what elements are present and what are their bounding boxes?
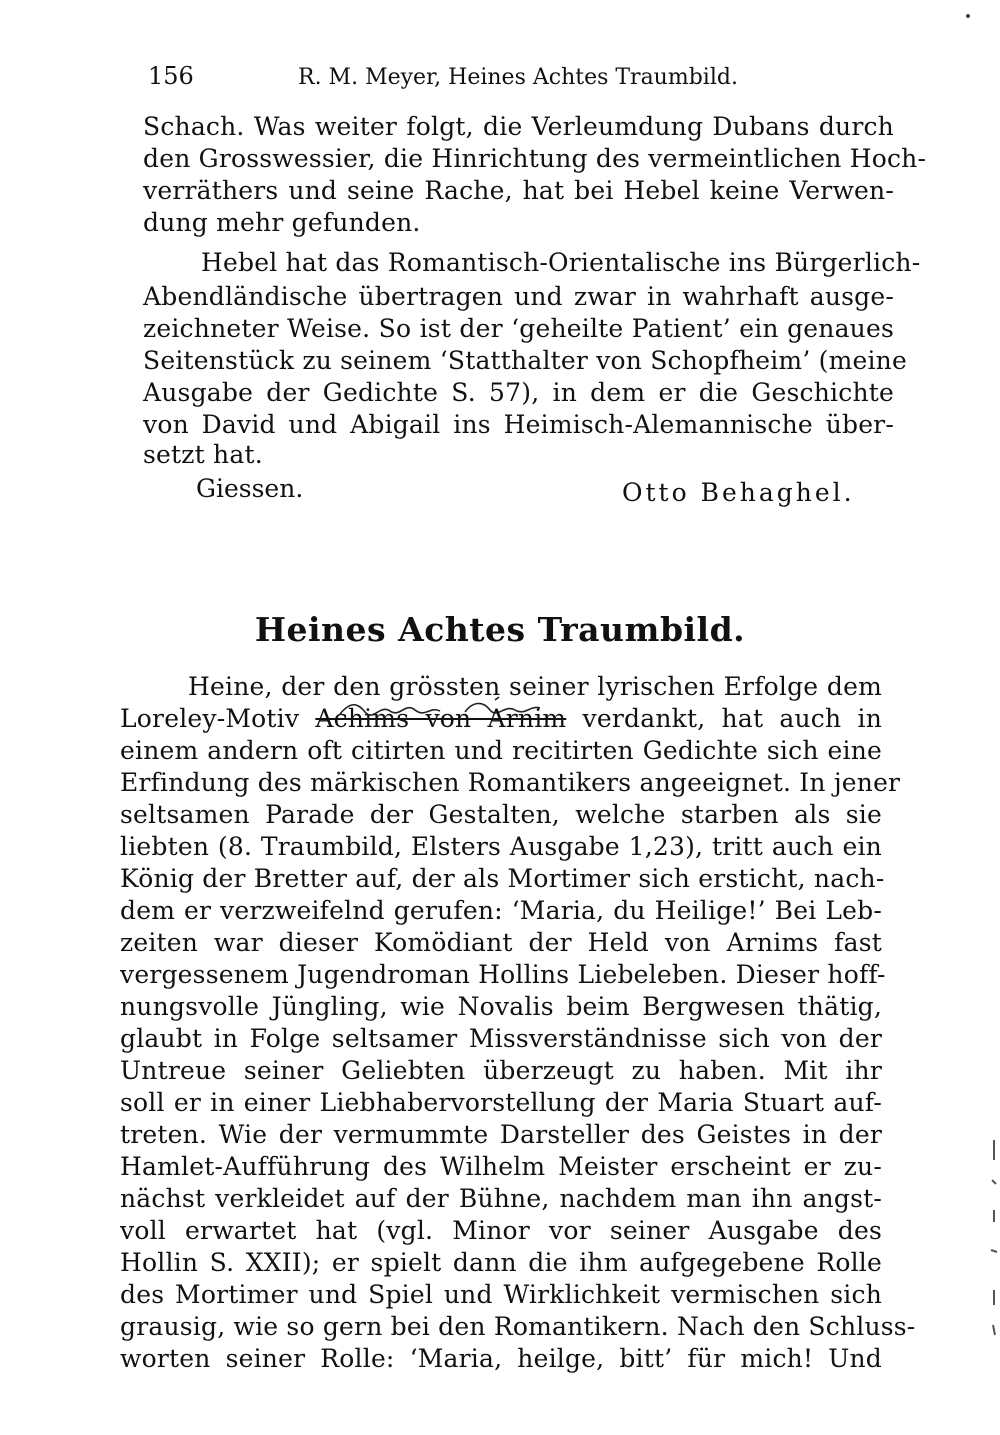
text-line: dung mehr gefunden. — [143, 208, 421, 237]
text-line: von David und Abigail ins Heimisch-Alemannische über- — [143, 410, 894, 439]
text-line: Ausgabe der Gedichte S. 57), in dem er die Geschichte — [143, 378, 894, 407]
running-title: R. M. Meyer, Heines Achtes Traumbild. — [298, 65, 738, 90]
text-line: nungsvolle Jüngling, wie Novalis beim Bergwesen thätig, — [120, 992, 882, 1021]
scan-edge-marks — [988, 1140, 1000, 1340]
text-line — [120, 704, 882, 734]
struck-text: Achims von Arnim — [315, 704, 567, 733]
text-line: Hamlet-Aufführung des Wilhelm Meister erscheint er zu- — [120, 1152, 882, 1181]
text-line: den Grosswessier, die Hinrichtung des vermeintlichen Hoch- — [143, 144, 927, 173]
text-line: zeiten war dieser Komödiant der Held von Arnims fast — [120, 928, 882, 957]
text-line: König der Bretter auf, der als Mortimer sich ersticht, nach- — [120, 864, 885, 893]
text-line: glaubt in Folge seltsamer Missverständnisse sich von der — [120, 1024, 882, 1053]
text-line: Hollin S. XXII); er spielt dann die ihm aufgegebene Rolle — [120, 1248, 882, 1277]
text-line: nächst verkleidet auf der Bühne, nachdem man ihn angst- — [120, 1184, 882, 1213]
article-title: Heines Achtes Traumbild. — [254, 610, 746, 649]
text-line: Abendländische übertragen und zwar in wahrhaft ausge- — [143, 282, 894, 311]
text-line: grausig, wie so gern bei den Romantikern. Nach den Schluss- — [120, 1312, 916, 1341]
text-span: verdankt, hat auch in — [566, 704, 882, 733]
text-line: Heine, der den grössten seiner lyrischen Erfolge dem — [188, 672, 882, 701]
text-line: Erfindung des märkischen Romantikers angeeignet. In jener — [120, 768, 901, 797]
text-line: Untreue seiner Geliebten überzeugt zu haben. Mit ihr — [120, 1056, 882, 1085]
running-header — [148, 62, 888, 90]
text-line: Schach. Was weiter folgt, die Verleumdung Dubans durch — [143, 112, 894, 141]
text-line: Seitenstück zu seinem ‘Statthalter von Schopfheim’ (meine — [143, 346, 907, 375]
text-line: liebten (8. Traumbild, Elsters Ausgabe 1,23), tritt auch ein — [120, 832, 882, 861]
place-signature: Giessen. — [196, 474, 304, 503]
text-line: dem er verzweifelnd gerufen: ‘Maria, du Heilige!’ Bei Leb- — [120, 896, 882, 925]
page-number: 156 — [148, 62, 194, 90]
text-line: setzt hat. — [143, 440, 263, 469]
text-line: verräthers und seine Rache, hat bei Hebel keine Verwen- — [143, 176, 894, 205]
text-span: Loreley-Motiv — [120, 704, 316, 733]
text-line: zeichneter Weise. So ist der ‘geheilte Patient’ ein genaues — [143, 314, 894, 343]
text-line: vergessenem Jugendroman Hollins Liebeleben. Dieser hoff- — [120, 960, 886, 989]
text-line: treten. Wie der vermummte Darsteller des Geistes in der — [120, 1120, 882, 1149]
author-signature: Otto Behaghel. — [622, 478, 855, 507]
text-line: voll erwartet hat (vgl. Minor vor seiner Ausgabe des — [120, 1216, 882, 1245]
text-line: soll er in einer Liebhabervorstellung der Maria Stuart auf- — [120, 1088, 882, 1117]
text-line: des Mortimer und Spiel und Wirklichkeit vermischen sich — [120, 1280, 882, 1309]
text-line: worten seiner Rolle: ‘Maria, heilge, bitt’ für mich! Und — [120, 1344, 882, 1373]
text-line: einem andern oft citirten und recitirten Gedichte sich eine — [120, 736, 882, 765]
text-line: seltsamen Parade der Gestalten, welche starben als sie — [120, 800, 882, 829]
text-line: Hebel hat das Romantisch-Orientalische ins Bürgerlich- — [201, 248, 921, 277]
speck-mark — [966, 14, 970, 18]
